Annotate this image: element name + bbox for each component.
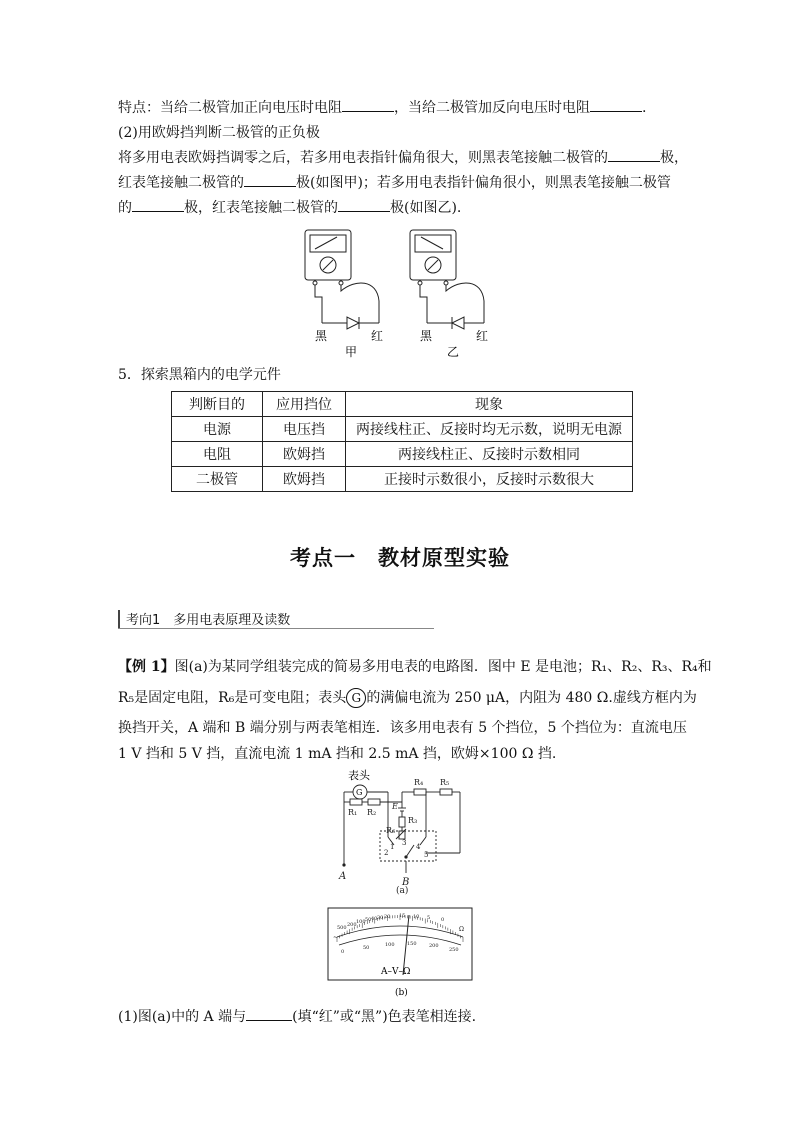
r2-label: R₂ [367,808,377,817]
top-scale-label: 40 [371,916,378,922]
section2-title: (2)用欧姆挡判断二极管的正负极 [118,125,320,141]
example-line-4: 1 V 挡和 5 V 挡，直流电流 1 mA 挡和 2.5 mA 挡，欧姆×100 Ω 挡. [118,746,557,762]
bottom-scale-label: 250 [449,947,459,953]
text: 的满偏电流为 250 μA，内阻为 480 Ω.虚线方框内为 [366,690,697,706]
table-cell: 电阻 [172,442,263,467]
circuit-title: 表头 [348,769,370,782]
black-label-right: 黑 [420,329,433,343]
r6-label: R₆ [386,826,396,835]
top-scale-label: 30 [377,915,384,921]
switch-number-1: 1 [390,843,395,851]
galvanometer-symbol: G [346,688,366,708]
diode-left [347,317,359,329]
top-scale-label: 5 [427,915,431,921]
text: 极(如图甲)；若多用电表指针偏角很小，则黑表笔接触二极管 [296,175,671,191]
bottom-scale-label: 200 [429,943,439,949]
circuit-caption: (a) [396,886,409,895]
question-1 [118,1007,476,1027]
text: R₅是固定电阻，R₆是可变电阻；表头 [118,690,347,706]
meter-left [305,230,379,323]
table-header: 现象 [346,392,633,417]
text: 极(如图乙). [390,200,462,216]
table-cell: 电源 [172,417,263,442]
r1-resistor [350,799,362,805]
dial-label: A–V–Ω [381,967,411,977]
galvanometer-label: G [356,788,363,797]
omega-mark: Ω [459,926,464,933]
blank[interactable] [342,98,394,112]
example-tag: 【例 1】 [118,659,175,675]
circuit-wires [344,785,460,873]
meter-dial [327,907,473,999]
dial-arc-bottom [339,935,461,945]
r2-resistor [368,799,380,805]
r4-label: R₄ [414,778,424,787]
text: 红表笔接触二极管的 [118,175,244,191]
blank[interactable] [244,173,296,187]
table-row [172,417,633,442]
switch-number-2: 2 [384,849,389,857]
table-cell: 电压挡 [263,417,346,442]
example-line-1 [118,657,712,677]
terminal-b: B [402,877,410,888]
r5-label: R₅ [440,778,450,787]
top-scale-label: 10 [413,914,420,920]
bottom-scale-label: 100 [385,942,395,948]
subheading [118,606,434,629]
blackbox-table [171,391,633,492]
section-heading: 考点一 教材原型实验 [290,546,510,570]
blank[interactable] [338,198,390,212]
text: (1)图(a)中的 A 端与 [118,1009,247,1025]
table-row [172,467,633,492]
blank[interactable] [132,198,184,212]
red-label-left: 红 [371,329,384,343]
terminal-a: A [339,871,347,882]
text: 的 [118,200,132,216]
text: (填“红”或“黑”)色表笔相连接. [292,1009,477,1025]
text: 图(a)为某同学组装完成的简易多用电表的电路图．图中 E 是电池；R₁、R₂、R₃、R₄和 [174,659,712,675]
table-cell: 欧姆挡 [263,467,346,492]
black-label-left: 黑 [315,329,328,343]
table-header: 判断目的 [172,392,263,417]
ohm-line-1 [118,148,688,168]
table-cell: 两接线柱正、反接时均无示数，说明无电源 [346,417,633,442]
table-cell: 二极管 [172,467,263,492]
meters-figure [295,225,505,360]
table-cell: 欧姆挡 [263,442,346,467]
bottom-scale-label: 150 [407,941,417,947]
switch-number-4: 4 [416,843,421,851]
caption-right: 乙 [447,345,460,359]
ohm-line-2 [118,173,671,193]
switch-number-3: 3 [402,839,407,847]
red-label-right: 红 [476,329,489,343]
top-scale-label: 500 [337,925,347,931]
switch-number-5: 5 [424,851,429,859]
dial-caption: (b) [395,988,408,998]
r3-label: R₃ [408,816,418,825]
r5-resistor [440,789,452,795]
text: 将多用电表欧姆挡调零之后，若多用电表指针偏角很大，则黑表笔接触二极管的 [118,150,608,166]
table-header-row [172,392,633,417]
top-scale-label: 200 [347,922,357,928]
bottom-scale-label: 50 [363,945,370,951]
circuit-diagram [330,765,470,895]
text: . [642,100,647,116]
r4-resistor [414,789,426,795]
blank[interactable] [590,98,642,112]
top-scale-label: 15 [399,913,406,919]
table-cell: 两接线柱正、反接时示数相同 [346,442,633,467]
top-scale-label: 50 [365,917,372,923]
caption-left: 甲 [345,345,358,359]
blank[interactable] [246,1007,292,1021]
text: 极，红表笔接触二极管的 [184,200,338,216]
text: ，当给二极管加反向电压时电阻 [394,100,590,116]
top-scale-label: 20 [384,914,391,920]
section5-title: 5．探索黑箱内的电学元件 [118,367,281,383]
top-scale-label: 0 [441,917,445,923]
battery-label: E [392,802,398,811]
blank[interactable] [608,148,660,162]
bottom-scale-label: 0 [341,949,345,955]
diode-right [452,317,464,329]
ac-mark: ~ [333,934,339,941]
top-scale-label: 100 [356,919,366,925]
subheading-text: 考向1 多用电表原理及读数 [126,613,291,628]
text: 特点：当给二极管加正向电压时电阻 [118,100,342,116]
example-line-3: 换挡开关，A 端和 B 端分别与两表笔相连．该多用电表有 5 个挡位，5 个挡位为：直流电压 [118,720,687,736]
r1-label: R₁ [348,808,358,817]
selector-arm[interactable] [406,845,414,857]
table-header: 应用挡位 [263,392,346,417]
features-line [118,98,646,118]
ohm-line-3 [118,198,461,218]
r3-resistor [399,817,405,827]
subheading-bar [118,610,120,628]
text: 极， [660,150,688,166]
table-cell: 正接时示数很小，反接时示数很大 [346,467,633,492]
meter-right [410,230,484,323]
table-row [172,442,633,467]
example-line-2 [118,688,697,708]
